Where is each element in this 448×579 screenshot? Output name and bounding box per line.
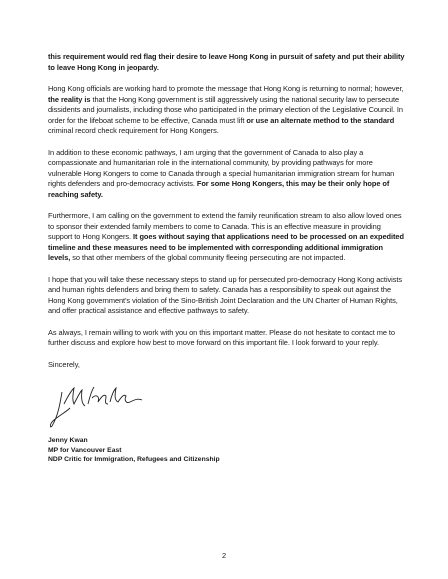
text-segment: criminal record check requirement for Hong Kongers.	[48, 126, 219, 135]
signature-block	[48, 436, 406, 465]
text-segment: In addition to these economic pathways, I am urging that the government of Canada to also play a compassionate and humanitarian role in the international community, by providing pathways for more vulnerable Hong Kongers to come to Canada through a special humanitarian immigration stream for human rights defenders and pro-democracy activists.	[48, 147, 395, 188]
text-segment: that the Hong Kong government is still aggressively using the national security law to persecute dissidents and journalists, including those who participated in the primary election of the Legislative Council. In order for the lifeboat scheme to be effective, Canada must lift	[48, 94, 403, 125]
text-segment: I hope that you will take these necessary steps to stand up for persecuted pro-democracy Hong Kong activists and human rights defenders and bring them to safety. Canada has a responsibility to speak out against the Hong Kong government's violation of the Sino-British Joint Declaration and the UN Charter of Human Rights, and offer practical assistance and effective pathways to safety.	[48, 274, 403, 315]
text-segment: Hong Kong officials are working hard to promote the message that Hong Kong is returning to normal; however,	[48, 84, 404, 93]
para-economic-pathways	[48, 148, 406, 201]
para-family-reunification	[48, 211, 406, 264]
letter-paragraphs	[48, 52, 406, 349]
para-red-flag	[48, 52, 406, 73]
text-segment: so that other members of the global community fleeing persecuting are not impacted.	[70, 253, 346, 262]
para-necessary-steps	[48, 275, 406, 317]
text-segment: As always, I remain willing to work with you on this important matter. Please do not hesitate to contact me to further discuss and explore how best to move forward on this important file. I look forward to your reply.	[48, 327, 395, 347]
signer-title: MP for Vancouver East	[48, 446, 122, 454]
handwritten-signature	[48, 382, 158, 430]
bold-text-segment: this requirement would red flag their desire to leave Hong Kong in pursuit of safety and put their ability to leave Hong Kong in jeopardy.	[48, 52, 405, 72]
bold-text-segment: or use an alternate method to the standard	[246, 115, 395, 125]
closing-salutation: Sincerely,	[48, 359, 80, 369]
letter-body	[48, 52, 406, 465]
page-number: 2	[221, 551, 227, 560]
bold-text-segment: the reality is	[48, 94, 91, 104]
text-segment: Furthermore, I am calling on the government to extend the family reunification stream to also allow loved ones to sponsor their extended family members to come to Canada. This is an effective measure in providing support to Hong Kongers.	[48, 211, 402, 241]
bold-text-segment: It goes without saying that applications need to be processed on an expedited timeline and these measures need to be implemented with corresponding additional immigration levels,	[48, 232, 404, 262]
bold-text-segment: For some Hong Kongers, this may be their only hope of reaching safety.	[48, 179, 390, 199]
signer-name: Jenny Kwan	[48, 437, 88, 444]
signer-role: NDP Critic for Immigration, Refugees and Citizenship	[48, 456, 220, 464]
para-officials	[48, 84, 406, 137]
para-willing-to-work	[48, 328, 406, 349]
